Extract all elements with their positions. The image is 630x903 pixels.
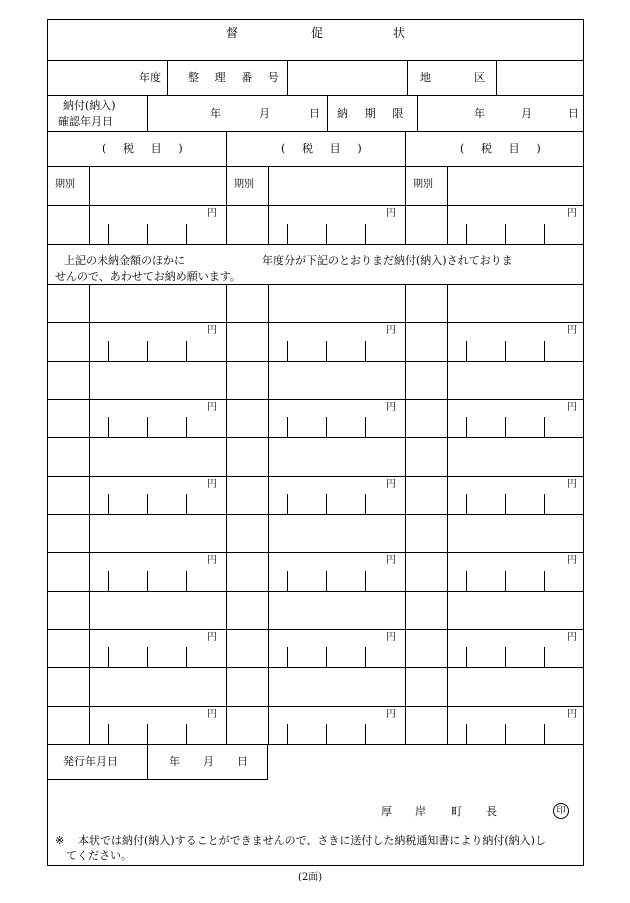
yen-char: 円 [567, 479, 577, 490]
digit-separator [365, 724, 366, 744]
divider [47, 95, 583, 96]
digit-separator [326, 494, 327, 514]
digit-separator [365, 571, 366, 591]
divider [47, 779, 268, 780]
digit-separator [365, 647, 366, 667]
divider [167, 60, 168, 95]
divider [267, 744, 268, 779]
divider [47, 205, 583, 206]
payment-confirm-label: 確認年月日 [58, 115, 113, 128]
note-text: 本状では納付(納入)することができませんので、さきに送付した納税通知書により納付(納入)し [78, 834, 546, 847]
issue-day-char: 日 [237, 755, 248, 768]
grid-row-line [47, 591, 583, 592]
district-field[interactable] [497, 61, 581, 94]
yen-char: 円 [567, 325, 577, 336]
tax-item-label: ( 税 目 ) [460, 142, 548, 155]
digit-separator [186, 647, 187, 667]
digit-separator [544, 571, 545, 591]
period-label: 期別 [234, 179, 254, 190]
digit-separator [466, 494, 467, 514]
digit-separator [326, 724, 327, 744]
digit-separator [505, 417, 506, 437]
divider [47, 284, 583, 285]
digit-separator [544, 494, 545, 514]
digit-separator [186, 571, 187, 591]
yen-char: 円 [207, 632, 217, 643]
divider [226, 131, 227, 244]
divider [47, 244, 583, 245]
digit-separator [287, 724, 288, 744]
fiscal-year-label: 年度 [139, 71, 161, 84]
digit-separator [147, 724, 148, 744]
issue-date-label: 発行年月日 [63, 755, 118, 768]
yen-char: 円 [207, 709, 217, 720]
yen-char: 円 [207, 555, 217, 566]
seal-icon: 印 [553, 803, 569, 819]
issue-year-char: 年 [169, 755, 180, 768]
note-mark: ※ [55, 834, 65, 847]
digit-separator [287, 647, 288, 667]
yen-char: 円 [386, 709, 396, 720]
digit-separator [108, 224, 109, 244]
divider [268, 166, 269, 244]
digit-separator [466, 724, 467, 744]
divider [405, 131, 406, 244]
payment-month-char: 月 [259, 107, 270, 120]
period-label: 期別 [413, 179, 433, 190]
digit-separator [108, 417, 109, 437]
digit-separator [544, 647, 545, 667]
digit-separator [365, 341, 366, 361]
yen-char: 円 [567, 555, 577, 566]
digit-separator [505, 224, 506, 244]
digit-separator [505, 647, 506, 667]
digit-separator [505, 571, 506, 591]
grid-row-line [47, 361, 583, 362]
digit-separator [466, 224, 467, 244]
digit-separator [108, 571, 109, 591]
district-label-char-2: 区 [474, 71, 485, 84]
divider [47, 131, 583, 132]
digit-separator [108, 341, 109, 361]
digit-separator [466, 647, 467, 667]
grid-row-line [47, 629, 583, 630]
message-text: 上記の未納金額のほかに 年度分が下記のとおりまだ納付(納入)されておりま [64, 254, 513, 267]
digit-separator [147, 571, 148, 591]
yen-char: 円 [386, 632, 396, 643]
digit-separator [505, 494, 506, 514]
digit-separator [365, 417, 366, 437]
reference-number-field[interactable] [288, 61, 406, 94]
title-char-3: 状 [393, 26, 406, 40]
grid-row-line [47, 399, 583, 400]
grid-row-line [47, 744, 583, 745]
digit-separator [108, 647, 109, 667]
digit-separator [544, 724, 545, 744]
issuer-char: 岸 [415, 805, 426, 818]
digit-separator [108, 724, 109, 744]
yen-char: 円 [386, 555, 396, 566]
digit-separator [544, 341, 545, 361]
grid-row-line [47, 706, 583, 707]
divider [417, 95, 418, 131]
digit-separator [147, 417, 148, 437]
digit-separator [365, 494, 366, 514]
district-label-char-1: 地 [420, 71, 431, 84]
digit-separator [326, 224, 327, 244]
grid-row-line [47, 552, 583, 553]
issuer-char: 厚 [381, 805, 392, 818]
yen-char: 円 [207, 325, 217, 336]
digit-separator [147, 494, 148, 514]
grid-row-line [47, 437, 583, 438]
digit-separator [287, 417, 288, 437]
digit-separator [466, 571, 467, 591]
tax-item-label: ( 税 目 ) [281, 142, 369, 155]
grid-row-line [47, 476, 583, 477]
title-char-2: 促 [311, 26, 324, 40]
due-year-char: 年 [474, 107, 485, 120]
digit-separator [186, 494, 187, 514]
digit-separator [147, 647, 148, 667]
digit-separator [326, 417, 327, 437]
digit-separator [186, 417, 187, 437]
issuer-char: 町 [451, 805, 462, 818]
digit-separator [147, 224, 148, 244]
digit-separator [287, 341, 288, 361]
yen-char: 円 [386, 208, 396, 219]
due-month-char: 月 [521, 107, 532, 120]
yen-char: 円 [207, 479, 217, 490]
issuer-char: 長 [486, 805, 497, 818]
yen-char: 円 [386, 402, 396, 413]
digit-separator [365, 224, 366, 244]
digit-separator [544, 224, 545, 244]
yen-char: 円 [567, 709, 577, 720]
yen-char: 円 [567, 632, 577, 643]
divider [89, 166, 90, 244]
digit-separator [186, 224, 187, 244]
digit-separator [466, 341, 467, 361]
payment-day-char: 日 [309, 107, 320, 120]
digit-separator [326, 571, 327, 591]
yen-char: 円 [386, 325, 396, 336]
divider [47, 166, 583, 167]
digit-separator [287, 224, 288, 244]
message-text: せんので、あわせてお納め願います。 [55, 270, 241, 283]
yen-char: 円 [386, 479, 396, 490]
issue-month-char: 月 [203, 755, 214, 768]
payment-confirm-label: 納付(納入) [63, 99, 116, 112]
grid-row-line [47, 322, 583, 323]
divider [147, 744, 148, 779]
digit-separator [326, 647, 327, 667]
yen-char: 円 [567, 208, 577, 219]
payment-year-char: 年 [210, 107, 221, 120]
period-label: 期別 [55, 179, 75, 190]
digit-separator [287, 494, 288, 514]
digit-separator [544, 417, 545, 437]
tax-item-label: ( 税 目 ) [102, 142, 190, 155]
due-day-char: 日 [568, 107, 579, 120]
grid-row-line [47, 514, 583, 515]
digit-separator [186, 341, 187, 361]
digit-separator [505, 724, 506, 744]
reference-number-label: 整 理 番 号 [188, 71, 285, 84]
yen-char: 円 [207, 402, 217, 413]
yen-char: 円 [207, 208, 217, 219]
digit-separator [326, 341, 327, 361]
grid-row-line [47, 667, 583, 668]
divider [327, 95, 328, 131]
page-number: (2面) [298, 872, 323, 883]
digit-separator [287, 571, 288, 591]
due-date-label: 納 期 限 [337, 107, 410, 120]
divider [147, 95, 148, 131]
digit-separator [505, 341, 506, 361]
digit-separator [108, 494, 109, 514]
digit-separator [186, 724, 187, 744]
digit-separator [466, 417, 467, 437]
divider [447, 166, 448, 244]
divider [407, 60, 408, 95]
yen-char: 円 [567, 402, 577, 413]
note-text: てください。 [66, 849, 132, 862]
title-char-1: 督 [226, 26, 239, 40]
digit-separator [147, 341, 148, 361]
